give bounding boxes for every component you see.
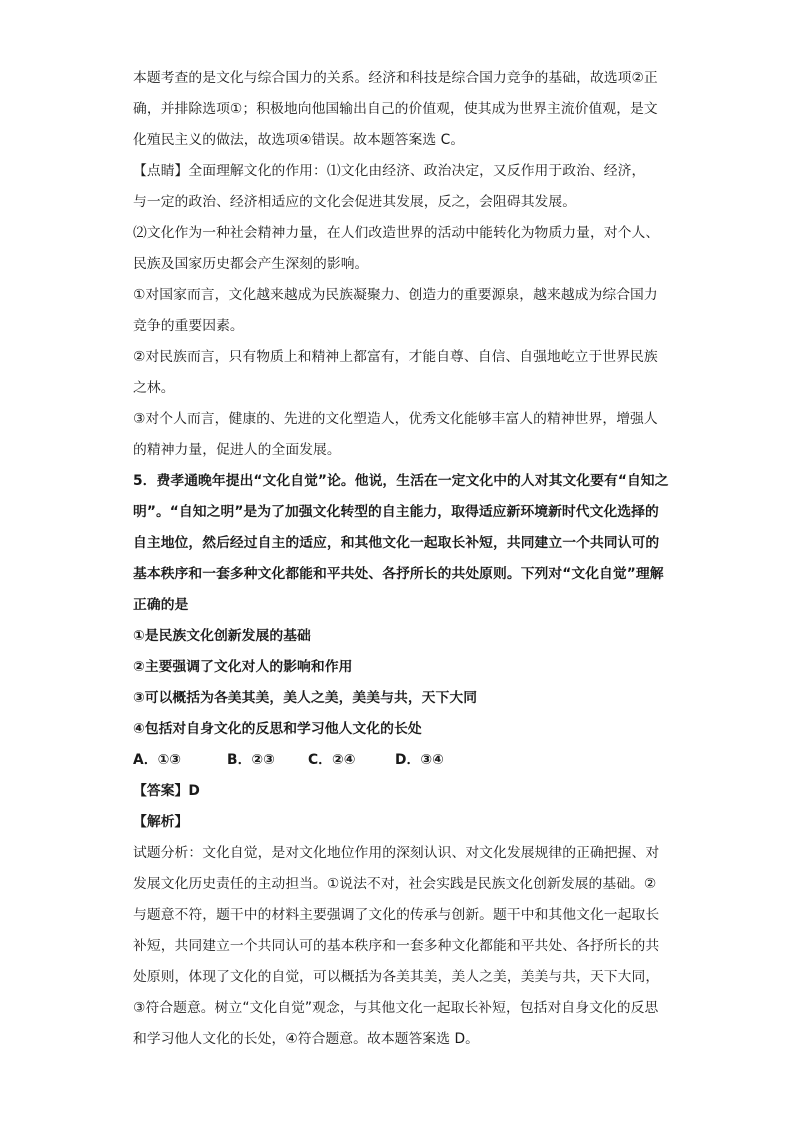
text-line: 竞争的重要因素。	[133, 318, 244, 334]
pointing-section	[133, 156, 663, 466]
text-line: 民族及国家历史都会产生深刻的影响。	[133, 256, 369, 272]
analysis-section	[133, 838, 663, 1055]
text-line: 本题考查的是文化与综合国力的关系。经济和科技是综合国力竞争的基础，故选项②正	[133, 70, 658, 86]
statement-2: ②主要强调了文化对人的影响和作用	[133, 659, 353, 675]
statement-4: ④包括对自身文化的反思和学习他人文化的长处	[133, 721, 422, 737]
option-d: D．③④	[395, 752, 444, 768]
text-line: 补短，共同建立一个共同认可的基本秩序和一套多种文化都能和平共处、各抒所长的共	[133, 938, 660, 954]
text-line: 处原则，体现了文化的自觉，可以概括为各美其美，美人之美，美美与共，天下大同，	[133, 969, 660, 985]
option-c: C．②④	[308, 752, 356, 768]
analysis-label: 【解析】	[133, 814, 189, 830]
text-line: ⑵文化作为一种社会精神力量，在人们改造世界的活动中能转化为物质力量，对个人、	[133, 225, 660, 241]
option-a: A．①③	[133, 752, 182, 768]
question-stem-line: 明”。“自知之明”是为了加强文化转型的自主能力，取得适应新环境新时代文化选择的	[133, 504, 659, 520]
text-line: 发展文化历史责任的主动担当。①说法不对，社会实践是民族文化创新发展的基础。②	[133, 876, 657, 892]
text-line: 和学习他人文化的长处，④符合题意。故本题答案选 D。	[133, 1031, 480, 1047]
answer-line: 【答案】D	[133, 783, 200, 799]
previous-analysis	[133, 63, 663, 156]
answer-options	[133, 745, 663, 776]
option-b: B．②③	[227, 752, 275, 768]
text-line: 化殖民主义的做法，故选项④错误。故本题答案选 C。	[133, 132, 465, 148]
text-line: 之林。	[133, 380, 175, 396]
text-line: 试题分析：文化自觉，是对文化地位作用的深刻认识、对文化发展规律的正确把握、对	[133, 845, 660, 861]
text-line: 【点睛】全面理解文化的作用：⑴文化由经济、政治决定，又反作用于政治、经济，	[133, 163, 646, 179]
text-line: 与题意不符，题干中的材料主要强调了文化的传承与创新。题干中和其他文化一起取长	[133, 907, 660, 923]
text-line: ①对国家而言，文化越来越成为民族凝聚力、创造力的重要源泉，越来越成为综合国力	[133, 287, 658, 303]
question-stem-line: 基本秩序和一套多种文化都能和平共处、各抒所长的共处原则。下列对“文化自觉”理解	[133, 566, 664, 582]
text-line: 的精神力量，促进人的全面发展。	[133, 442, 341, 458]
question-stem-line: 正确的是	[133, 597, 189, 613]
text-line: 与一定的政治、经济相适应的文化会促进其发展，反之，会阻碍其发展。	[133, 194, 577, 210]
statement-1: ①是民族文化创新发展的基础	[133, 628, 311, 644]
text-line: ③对个人而言，健康的、先进的文化塑造人，优秀文化能够丰富人的精神世界，增强人	[133, 411, 658, 427]
question-stem-line: 自主地位，然后经过自主的适应，和其他文化一起取长补短，共同建立一个共同认可的	[133, 535, 660, 551]
text-line: 确，并排除选项①；积极地向他国输出自己的价值观，使其成为世界主流价值观，是文	[133, 101, 658, 117]
document-page	[133, 63, 669, 1055]
text-line: ③符合题意。树立“文化自觉”观念，与其他文化一起取长补短，包括对自身文化的反思	[133, 1000, 659, 1016]
question-stem-line: 5．费孝通晚年提出“文化自觉”论。他说，生活在一定文化中的人对其文化要有“自知之	[133, 473, 669, 489]
text-line: ②对民族而言，只有物质上和精神上都富有，才能自尊、自信、自强地屹立于世界民族	[133, 349, 658, 365]
question-5	[133, 466, 669, 776]
statement-3: ③可以概括为各美其美，美人之美，美美与共，天下大同	[133, 690, 478, 706]
